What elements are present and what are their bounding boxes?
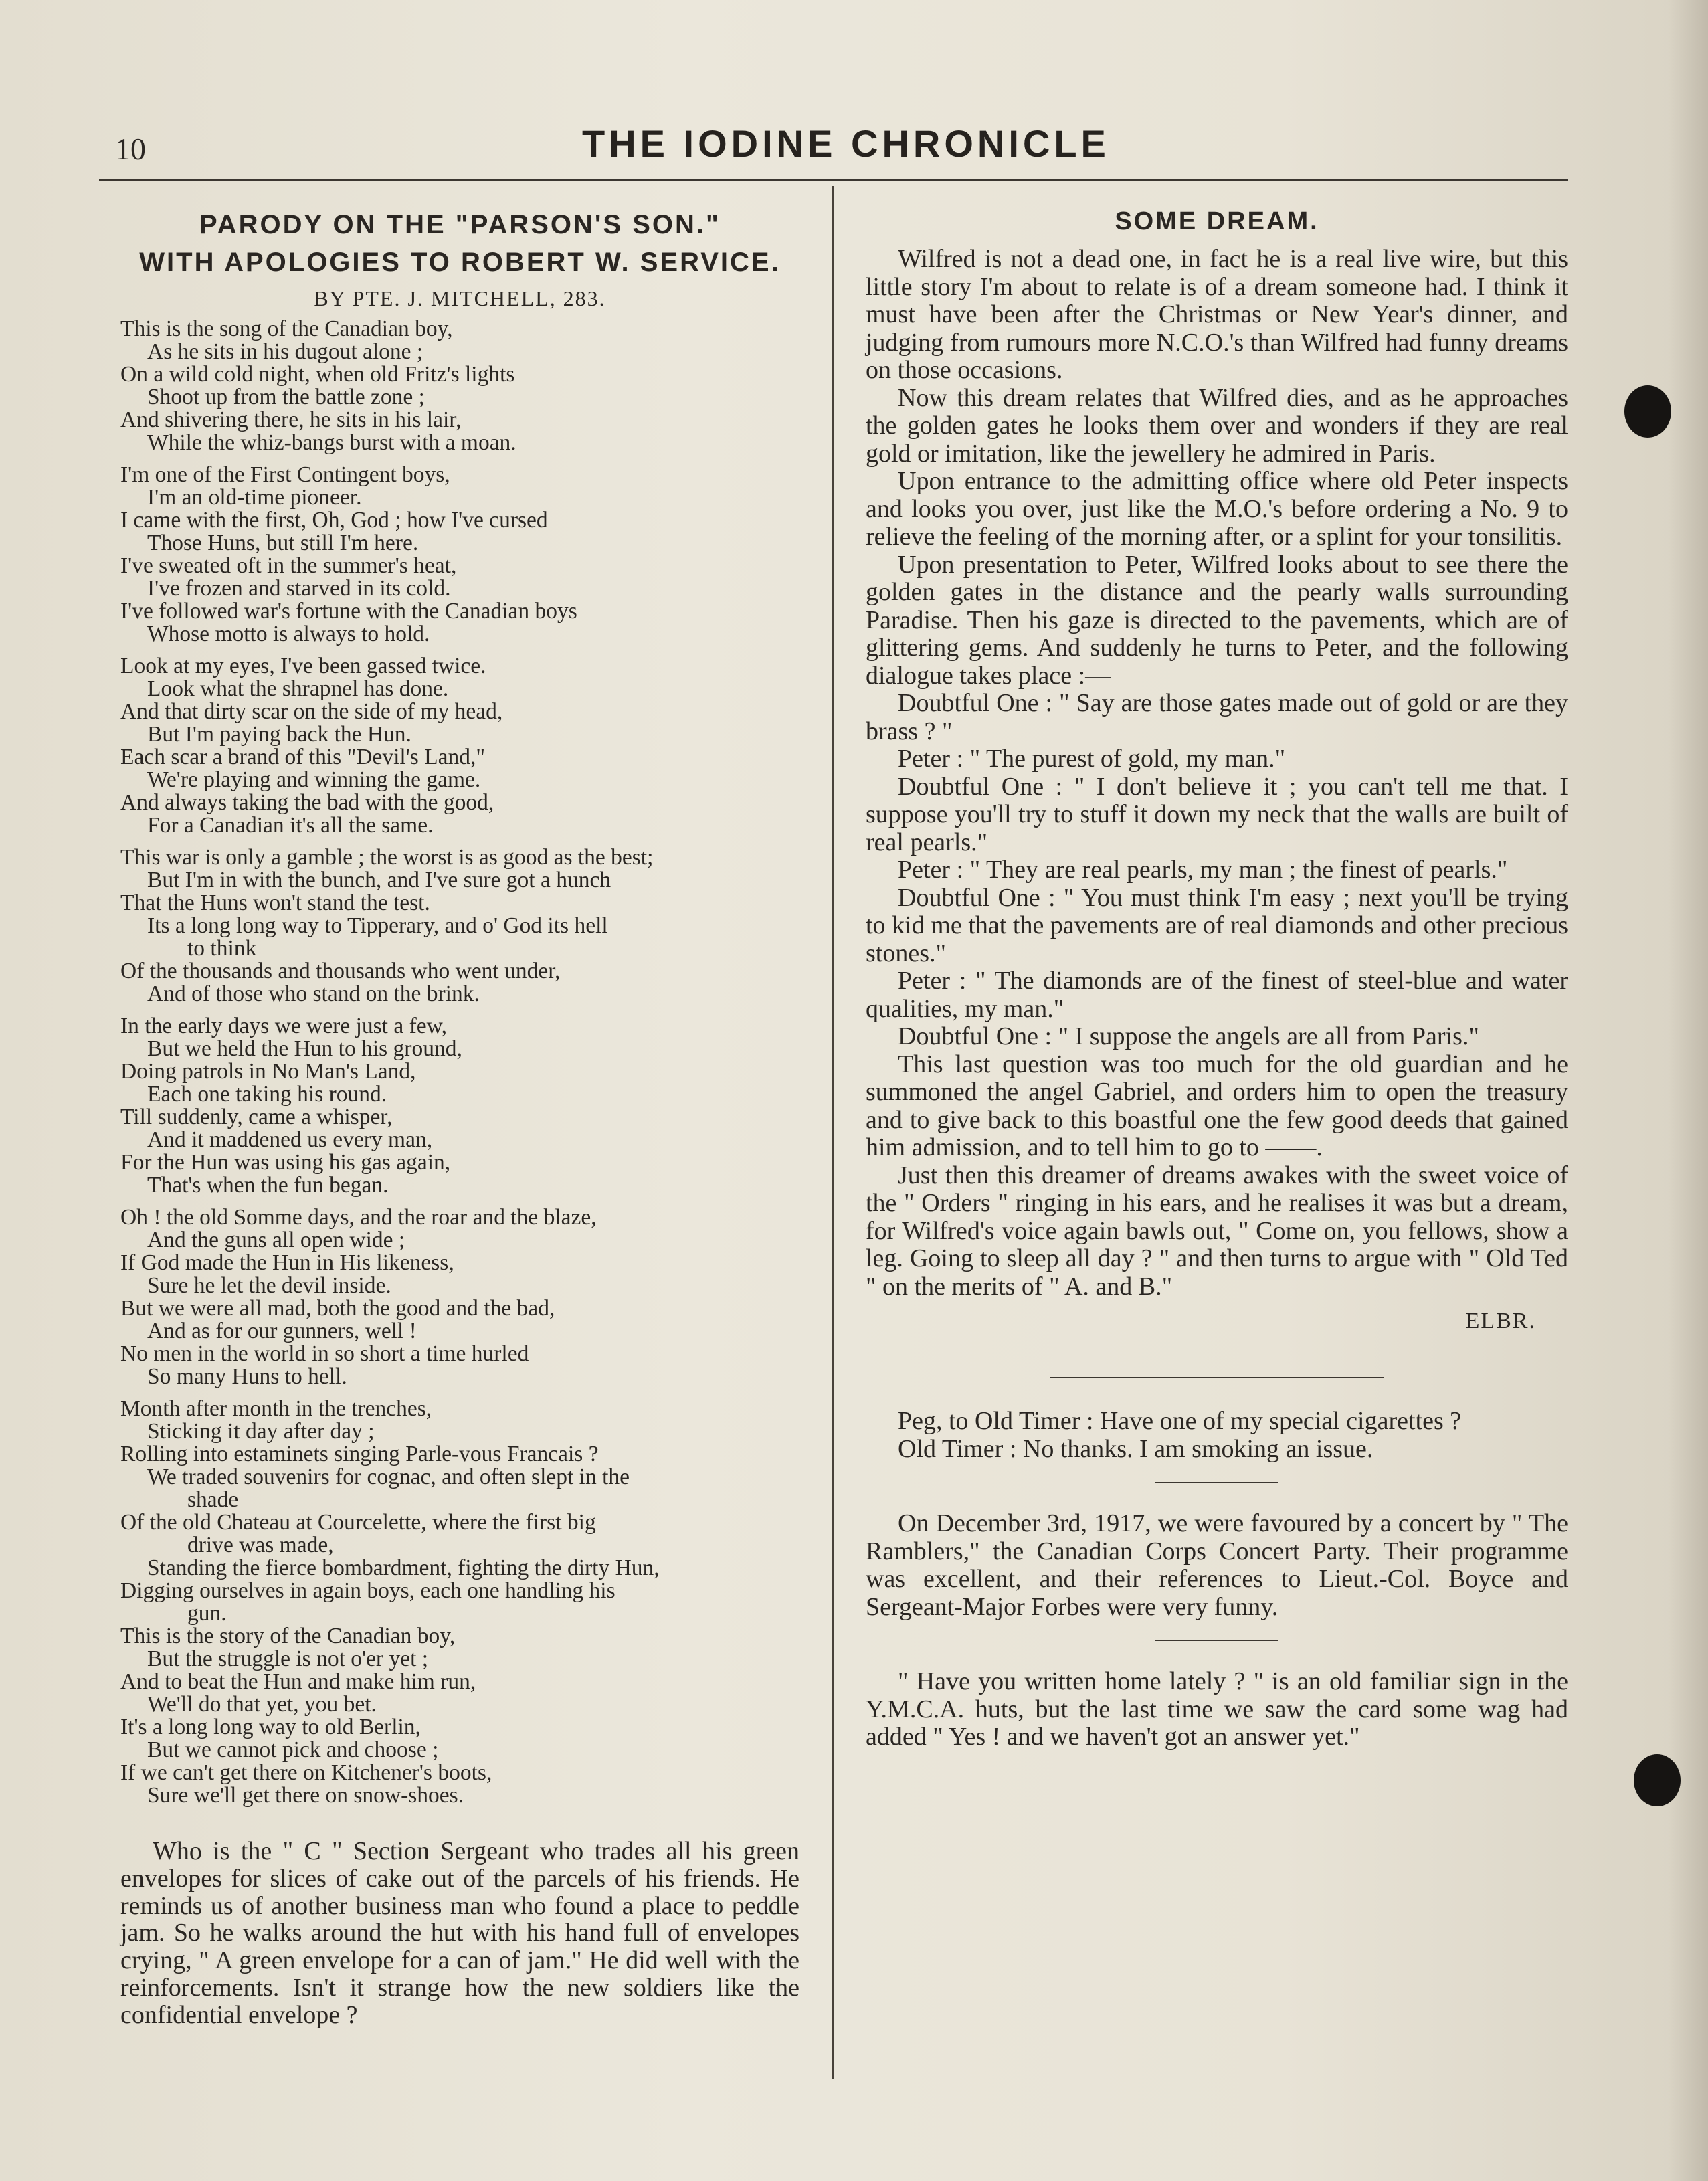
- story-paragraph: Now this dream relates that Wilfred dies, and as he approaches the golden gates he looks them over and wonders if they are real gold or imitation, like the jewellery he admired in Paris.: [866, 383, 1568, 468]
- poem-line: This war is only a gamble ; the worst is as good as the best;: [120, 845, 654, 870]
- story-paragraph: Upon presentation to Peter, Wilfred looks about to see there the golden gates in the distance and the pearly walls surrounding Paradise. Then his gaze is directed to the pavements, which are of glittering gems. And suddenly he turns to Peter, and the following dialogue takes place :—: [866, 550, 1568, 690]
- poem-stanza: [120, 846, 799, 1006]
- poem-line: And it maddened us every man,: [147, 1127, 433, 1152]
- poem-line: No men in the world in so short a time hurled: [120, 1341, 529, 1366]
- poem-line: I'm one of the First Contingent boys,: [120, 462, 450, 487]
- column-divider: [832, 186, 834, 2079]
- poem-line: to think: [187, 936, 257, 961]
- poem-line: We're playing and winning the game.: [147, 767, 481, 792]
- poem-stanza: [120, 1206, 799, 1388]
- concert-paragraph: On December 3rd, 1917, we were favoured by a concert by " The Ramblers," the Canadian Corps Concert Party. Their programme was excellent, and their references to Lieut.-Col. Boyce and Sergeant-Major Forbes were very funny.: [866, 1509, 1568, 1621]
- peg-line: Old Timer : No thanks. I am smoking an issue.: [898, 1434, 1373, 1463]
- poem-line: Each one taking his round.: [147, 1082, 387, 1107]
- poem-line: shade: [187, 1487, 239, 1512]
- poem-line: But we cannot pick and choose ;: [147, 1737, 439, 1762]
- poem-line: Doing patrols in No Man's Land,: [120, 1059, 416, 1084]
- story-paragraph: Peter : " The diamonds are of the finest of steel-blue and water qualities, my man.": [866, 967, 1568, 1023]
- story-paragraph: Wilfred is not a dead one, in fact he is a real live wire, but this little story I'm about to relate is of a dream someone had. I think it must have been after the Christmas or New Year's dinner, and judging from rumours more N.C.O.'s than Wilfred had funny dreams on those occasions.: [866, 245, 1568, 384]
- poem-line: This is the song of the Canadian boy,: [120, 316, 453, 341]
- poem-line: And shivering there, he sits in his lair,: [120, 407, 462, 432]
- poem-line: I came with the first, Oh, God ; how I've cursed: [120, 508, 548, 533]
- story-paragraph: This last question was too much for the old guardian and he summoned the angel Gabriel, and orders him to open the treasury and to give back to this boastful one the few good deeds that gained him admission, and to tell him to go to ——.: [866, 1050, 1568, 1161]
- poem-line: And of those who stand on the brink.: [147, 981, 480, 1006]
- page-number: 10: [115, 132, 146, 166]
- poem-line: I've frozen and starved in its cold.: [147, 576, 451, 601]
- poem-line: And that dirty scar on the side of my head,: [120, 699, 503, 724]
- poem-subtitle: WITH APOLOGIES TO ROBERT W. SERVICE.: [139, 248, 781, 277]
- poem-line: But we were all mad, both the good and the bad,: [120, 1296, 555, 1321]
- poem-line: On a wild cold night, when old Fritz's lights: [120, 362, 515, 387]
- story-paragraph: Peter : " The purest of gold, my man.": [898, 745, 1286, 773]
- poem-line: Standing the fierce bombardment, fighting the dirty Hun,: [147, 1555, 660, 1580]
- poem-line: Till suddenly, came a whisper,: [120, 1105, 393, 1129]
- poem-line: But I'm in with the bunch, and I've sure got a hunch: [147, 868, 611, 892]
- poem-line: And as for our gunners, well !: [147, 1319, 417, 1343]
- poem-line: And to beat the Hun and make him run,: [120, 1669, 476, 1694]
- right-column: [866, 194, 1568, 1751]
- peg-dialogue: [866, 1408, 1568, 1463]
- poem-line: Each scar a brand of this "Devil's Land,": [120, 745, 486, 769]
- section-separator: [1155, 1482, 1278, 1483]
- story-paragraph: Doubtful One : " I don't believe it ; you can't tell me that. I suppose you'll try to stuff it down my neck that the walls are built of real pearls.": [866, 772, 1568, 856]
- poem-line: Whose motto is always to hold.: [147, 622, 430, 646]
- binding-hole: [1634, 1754, 1681, 1806]
- poem-line: We'll do that yet, you bet.: [147, 1692, 377, 1717]
- story-paragraph: Doubtful One : " I suppose the angels are all from Paris.": [898, 1022, 1479, 1050]
- poem-line: That the Huns won't stand the test.: [120, 890, 430, 915]
- section-separator: [1155, 1640, 1278, 1641]
- poem-line: Of the old Chateau at Courcelette, where the first big: [120, 1510, 596, 1535]
- story-signature: ELBR.: [1465, 1309, 1536, 1333]
- poem-line: Sticking it day after day ;: [147, 1419, 375, 1444]
- poem-line: Its a long long way to Tipperary, and o' God its hell: [147, 913, 608, 938]
- poem: [120, 318, 799, 1807]
- poem-line: For the Hun was using his gas again,: [120, 1150, 451, 1175]
- poem-line: I've sweated oft in the summer's heat,: [120, 553, 457, 578]
- page-edge-shadow: [1668, 0, 1708, 2181]
- poem-line: Of the thousands and thousands who went under,: [120, 959, 561, 983]
- story-body: [866, 246, 1568, 1301]
- poem-line: That's when the fun began.: [147, 1173, 389, 1198]
- story-paragraph: Upon entrance to the admitting office where old Peter inspects and looks you over, just like the M.O.'s before ordering a No. 9 to relieve the feeling of the morning after, or a splint for your tonsilitis.: [866, 467, 1568, 551]
- poem-line: Sure we'll get there on snow-shoes.: [147, 1783, 464, 1808]
- poem-line: Oh ! the old Somme days, and the roar and the blaze,: [120, 1205, 597, 1230]
- poem-line: For a Canadian it's all the same.: [147, 813, 434, 838]
- story-title: SOME DREAM.: [1115, 207, 1319, 235]
- poem-line: And the guns all open wide ;: [147, 1228, 405, 1252]
- peg-line: Peg, to Old Timer : Have one of my special cigarettes ?: [898, 1407, 1462, 1435]
- poem-stanza: [120, 318, 799, 454]
- poem-line: But I'm paying back the Hun.: [147, 722, 411, 747]
- poem-byline: BY PTE. J. MITCHELL, 283.: [314, 286, 606, 310]
- poem-line: Month after month in the trenches,: [120, 1396, 432, 1421]
- poem-line: Look what the shrapnel has done.: [147, 676, 449, 701]
- poem-line: drive was made,: [187, 1533, 334, 1557]
- binding-hole: [1624, 385, 1671, 438]
- story-paragraph: Peter : " They are real pearls, my man ; the finest of pearls.": [898, 856, 1508, 884]
- poem-line: While the whiz-bangs burst with a moan.: [147, 430, 516, 455]
- left-column: [120, 194, 799, 2055]
- poem-line: But we held the Hun to his ground,: [147, 1036, 462, 1061]
- poem-line: Shoot up from the battle zone ;: [147, 385, 425, 409]
- poem-line: So many Huns to hell.: [147, 1364, 347, 1389]
- ymca-paragraph: " Have you written home lately ? " is an old familiar sign in the Y.M.C.A. huts, but the last time we saw the card some wag had added " Yes ! and we haven't got an answer yet.": [866, 1667, 1568, 1751]
- poem-line: It's a long long way to old Berlin,: [120, 1715, 421, 1739]
- story-paragraph: Just then this dreamer of dreams awakes with the sweet voice of the " Orders " ringing in his ears, and he realises it was but a dream, for Wilfred's voice again bawls out, " Come on, you fellows, show a leg. Going to sleep all day ? " and then turns to argue with " Old Ted " on the merits of " A. and B.": [866, 1161, 1568, 1301]
- poem-title: PARODY ON THE "PARSON'S SON.": [199, 210, 721, 240]
- poem-line: Sure he let the devil inside.: [147, 1273, 391, 1298]
- poem-line: I'm an old-time pioneer.: [147, 485, 362, 510]
- poem-line: If God made the Hun in His likeness,: [120, 1250, 454, 1275]
- poem-line: gun.: [187, 1601, 227, 1626]
- poem-line: Look at my eyes, I've been gassed twice.: [120, 654, 486, 678]
- poem-line: Digging ourselves in again boys, each one handling his: [120, 1578, 615, 1603]
- poem-line: But the struggle is not o'er yet ;: [147, 1646, 429, 1671]
- poem-line: If we can't get there on Kitchener's boots,: [120, 1760, 492, 1785]
- poem-line: We traded souvenirs for cognac, and often slept in the: [147, 1464, 630, 1489]
- poem-line: And always taking the bad with the good,: [120, 790, 494, 815]
- poem-line: As he sits in his dugout alone ;: [147, 339, 423, 364]
- poem-line: Rolling into estaminets singing Parle-vous Francais ?: [120, 1442, 599, 1466]
- poem-line: I've followed war's fortune with the Canadian boys: [120, 599, 577, 624]
- header-rule: [99, 179, 1568, 181]
- sergeant-paragraph: Who is the " C " Section Sergeant who trades all his green envelopes for slices of cake out of the parcels of his friends. He reminds us of another business man who found a place to peddle jam. So he walks around the hut with his hand full of envelopes crying, " A green envelope for a can of jam." He did well with the reinforcements. Isn't it strange how the new soldiers like the confidential envelope ?: [120, 1837, 799, 2029]
- poem-stanza: [120, 655, 799, 837]
- poem-stanza: [120, 464, 799, 646]
- story-paragraph: Doubtful One : " Say are those gates made out of gold or are they brass ? ": [866, 689, 1568, 745]
- poem-line: In the early days we were just a few,: [120, 1014, 448, 1038]
- poem-line: Those Huns, but still I'm here.: [147, 531, 419, 555]
- poem-stanza: [120, 1015, 799, 1197]
- masthead-title: THE IODINE CHRONICLE: [582, 122, 1110, 165]
- section-separator: [1050, 1377, 1384, 1378]
- story-paragraph: Doubtful One : " You must think I'm easy ; next you'll be trying to kid me that the pavements are of real diamonds and other precious stones.": [866, 883, 1568, 967]
- poem-stanza: [120, 1398, 799, 1807]
- poem-line: This is the story of the Canadian boy,: [120, 1624, 456, 1648]
